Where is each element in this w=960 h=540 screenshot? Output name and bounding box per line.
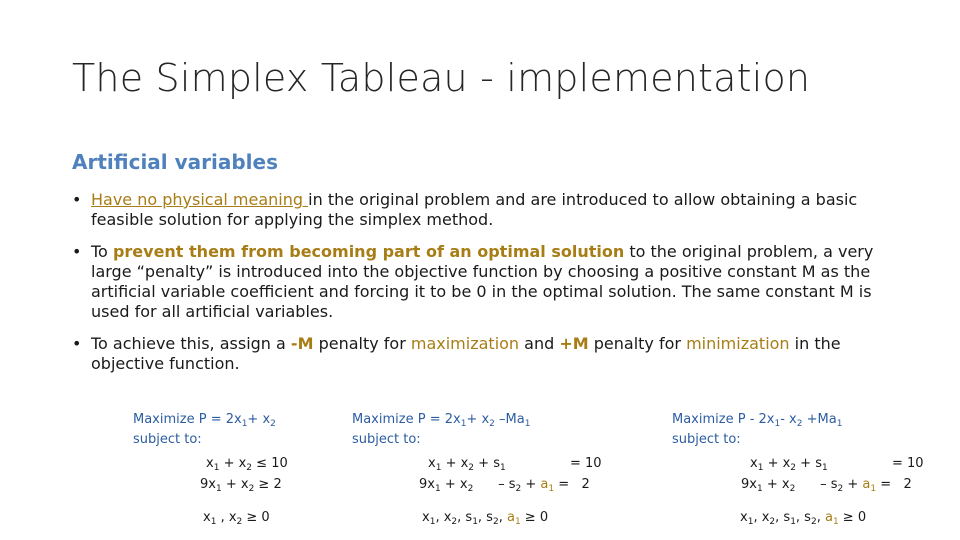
constraint-1: $x_1 + x_2 \le 10$ <box>206 456 288 473</box>
model-objective-rewritten <box>672 410 942 530</box>
objective-prefix: Maximize P - 2x <box>672 412 775 427</box>
penalty-plus-m: +M <box>559 334 589 353</box>
model-original <box>133 410 333 530</box>
bullet-emphasis: Have no physical meaning <box>91 190 309 209</box>
constraint-1: $x_1 + x_2 + s_1$ <box>750 456 828 473</box>
slide-title: The Simplex Tableau - implementation <box>72 56 811 100</box>
bullet-text: penalty for <box>313 334 411 353</box>
constraint-1-rhs: = 10 <box>892 456 924 471</box>
bullet-text: to the original problem, a very large “penalty” is introduced into the objective function by choosing a positive constant M as the artificial variable coefficient and forcing it to be 0 in the optimal solution. The same constant M is used for all artificial variables. <box>91 242 874 321</box>
objective-function: Maximize $P = 2x_1+ x_2$ <box>133 412 276 429</box>
penalty-minus-m: -M <box>290 334 314 353</box>
bullet-item <box>72 242 892 322</box>
objective-prefix: Maximize P = 2x <box>133 412 242 427</box>
model-standard-max <box>352 410 622 530</box>
bullet-text: and <box>519 334 560 353</box>
minimization-keyword: minimization <box>686 334 790 353</box>
bullet-text: penalty for <box>588 334 687 353</box>
constraint-1: $x_1 + x_2 + s_1$ <box>428 456 506 473</box>
objective-prefix: Maximize P = 2x <box>352 412 461 427</box>
bullet-emphasis: prevent them from becoming part of an optimal solution <box>112 242 625 261</box>
nonnegativity: $x_1$ , $x_2 \ge 0$ <box>203 510 270 527</box>
subject-to-label: subject to: <box>672 432 741 447</box>
bullet-list <box>72 190 892 386</box>
bullet-marker: • <box>72 242 82 261</box>
constraint-2: $9x_1 + x_2 \ge 2$ <box>200 477 282 494</box>
constraint-1-rhs: = 10 <box>570 456 602 471</box>
bullet-text: To achieve this, assign a <box>91 334 291 353</box>
subject-to-label: subject to: <box>352 432 421 447</box>
constraint-2: $9x_1 + x_2$ – $s_2 + a_1 = 2$ <box>741 477 912 494</box>
bullet-marker: • <box>72 190 82 209</box>
bullet-marker: • <box>72 334 82 353</box>
maximization-keyword: maximization <box>410 334 520 353</box>
constraint-2: $9x_1 + x_2$ – $s_2 + a_1 = 2$ <box>419 477 590 494</box>
nonnegativity: $x_1$, $x_2$, $s_1$, $s_2$, $a_1 \ge 0$ <box>740 510 867 527</box>
bullet-item <box>72 334 892 374</box>
bullet-text: in the objective function. <box>91 334 841 373</box>
objective-function: Maximize P - $2x_1-$ $x_2 +Ma_1$ <box>672 412 843 429</box>
bullet-item <box>72 190 892 230</box>
bullet-text: in the original problem and are introduced to allow obtaining a basic feasible solution for applying the simplex method. <box>91 190 858 229</box>
nonnegativity: $x_1$, $x_2$, $s_1$, $s_2$, $a_1 \ge 0$ <box>422 510 549 527</box>
section-heading: Artificial variables <box>72 150 278 174</box>
subject-to-label: subject to: <box>133 432 202 447</box>
bullet-text: To <box>91 242 113 261</box>
objective-function: Maximize $P = 2x_1+ x_2$ $-Ma_1$ <box>352 412 531 429</box>
